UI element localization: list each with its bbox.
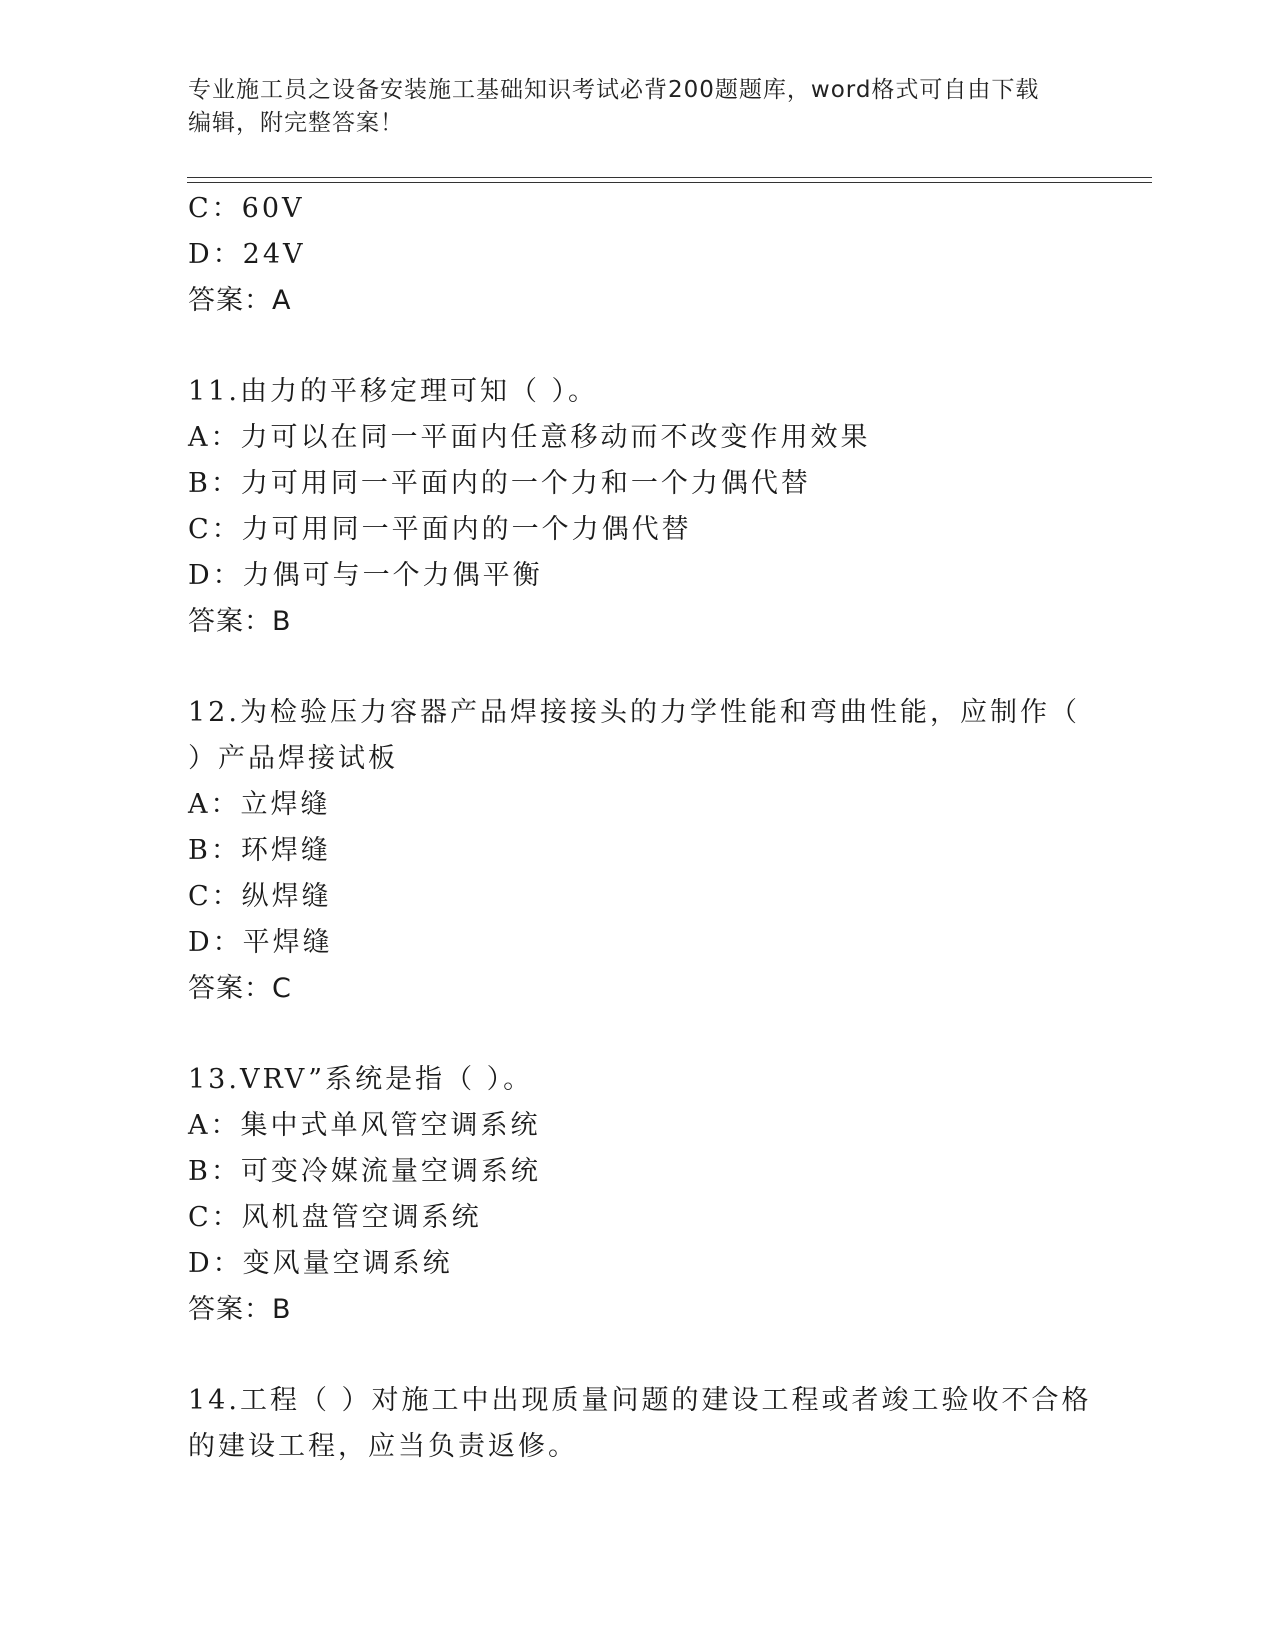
answer: 答案：C <box>188 973 292 1004</box>
option-a: A：力可以在同一平面内任意移动而不改变作用效果 <box>188 422 871 453</box>
question-block-14 <box>188 1378 1092 1470</box>
question-block-12 <box>188 690 1088 1012</box>
answer: 答案：B <box>188 606 292 637</box>
header-title-line2: 编辑，附完整答案！ <box>188 110 404 136</box>
answer: 答案：B <box>188 1294 292 1325</box>
question-block-11 <box>188 369 1088 645</box>
option-c: C：60V <box>188 193 305 224</box>
question-stem-line1: 12.为检验压力容器产品焊接接头的力学性能和弯曲性能，应制作（ <box>188 697 1080 728</box>
option-c: C：风机盘管空调系统 <box>188 1202 482 1233</box>
option-a: A：立焊缝 <box>188 789 331 820</box>
spacer <box>188 324 1088 369</box>
question-stem-line2: 的建设工程，应当负责返修。 <box>188 1431 578 1462</box>
spacer <box>188 645 1088 690</box>
option-a: A：集中式单风管空调系统 <box>188 1110 541 1141</box>
spacer <box>188 1012 1088 1057</box>
option-d: D：平焊缝 <box>188 927 333 958</box>
option-b: B：可变冷媒流量空调系统 <box>188 1156 541 1187</box>
answer: 答案：A <box>188 285 292 316</box>
header-divider-bottom <box>187 182 1152 183</box>
header-divider-top <box>187 177 1152 178</box>
option-c: C：力可用同一平面内的一个力偶代替 <box>188 514 692 545</box>
option-d: D：变风量空调系统 <box>188 1248 453 1279</box>
option-b: B：力可用同一平面内的一个力和一个力偶代替 <box>188 468 811 499</box>
question-list <box>188 186 1092 1470</box>
option-d: D：力偶可与一个力偶平衡 <box>188 560 543 591</box>
question-stem: 11.由力的平移定理可知（ ）。 <box>188 376 599 407</box>
spacer <box>188 1333 1088 1378</box>
option-d: D：24V <box>188 239 306 270</box>
option-b: B：环焊缝 <box>188 835 331 866</box>
question-stem-line1: 14.工程（ ）对施工中出现质量问题的建设工程或者竣工验收不合格 <box>188 1385 1092 1416</box>
question-stem: 13.VRV”系统是指（ ）。 <box>188 1064 534 1095</box>
document-header <box>188 74 1088 140</box>
option-c: C：纵焊缝 <box>188 881 332 912</box>
question-block-13 <box>188 1057 1088 1333</box>
header-title-line1: 专业施工员之设备安装施工基础知识考试必背200题题库，word格式可自由下载 <box>188 77 1040 103</box>
question-block-previous <box>188 186 1088 324</box>
question-stem-line2: ）产品焊接试板 <box>188 743 398 774</box>
